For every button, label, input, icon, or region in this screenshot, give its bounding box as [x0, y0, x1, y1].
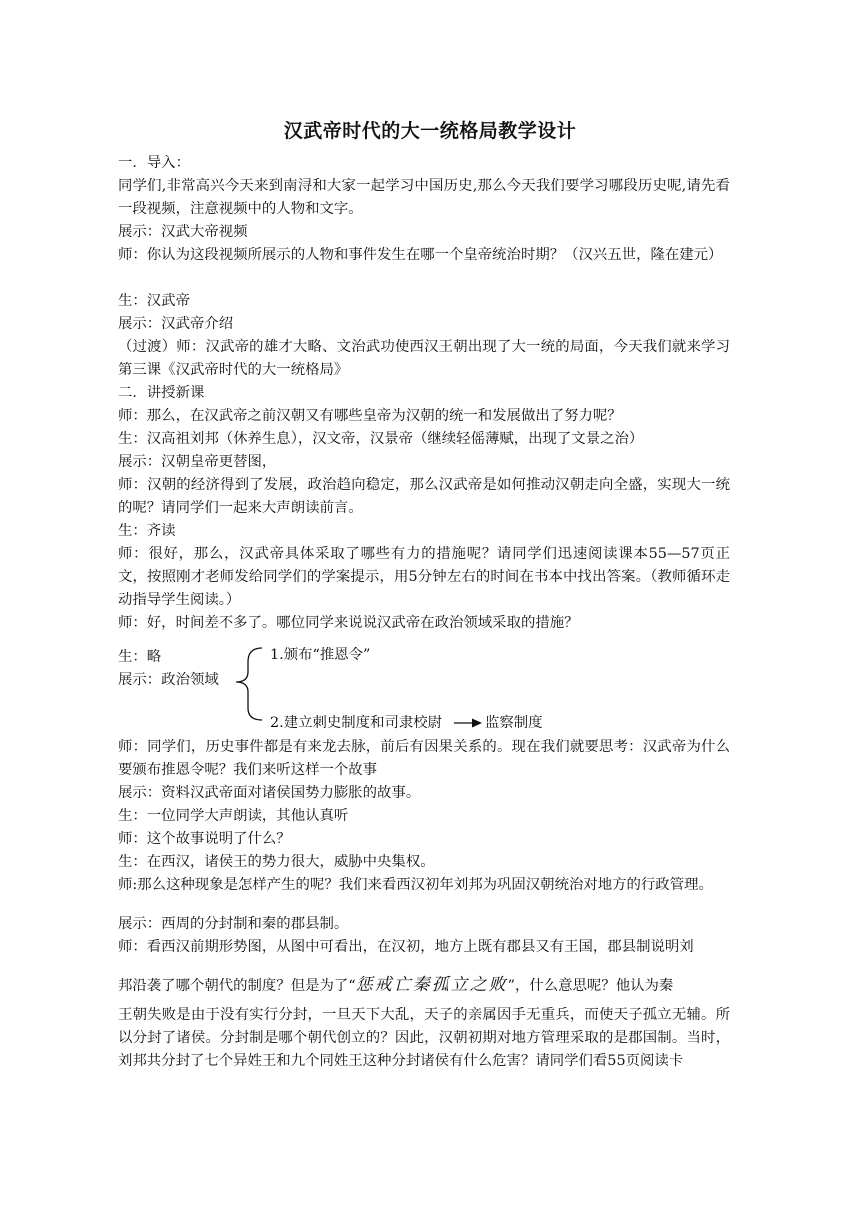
diagram-show-label: 展示：政治领域: [118, 672, 219, 688]
paragraph: 展示：汉朝皇帝更替图，: [118, 454, 277, 470]
paragraph: 展示：汉武大帝视频: [118, 224, 248, 240]
paragraph: 同学们,非常高兴今天来到南浔和大家一起学习中国历史,那么今天我们要学习哪段历史呢,请先看一段视频，注意视频中的人物和文字。: [118, 178, 730, 217]
quote-lead-text: 邦沿袭了哪个朝代的制度？但是为了“: [118, 978, 356, 994]
paragraph: 展示：西周的分封制和秦的郡县制。: [118, 916, 349, 932]
paragraph: 生：一位同学大声朗读，其他认真听: [118, 808, 349, 824]
diagram-arrow-target: 监察制度: [485, 715, 543, 731]
section-heading-new: 二．讲授新课: [118, 385, 205, 401]
diagram-item-1: 1.颁布“推恩令”: [270, 647, 371, 663]
paragraph: 展示：资料汉武帝面对诸侯国势力膨胀的故事。: [118, 785, 421, 801]
paragraph: 生：齐读: [118, 523, 176, 539]
paragraph: 王朝失败是由于没有实行分封，一旦天下大乱，天子的亲属因手无重兵，而使天子孤立无辅。所以分封了诸侯。分封制是哪个朝代创立的？因此，汉朝初期对地方管理采取的是郡国制。当时，刘邦共分封了七个异姓王和九个同姓王这种分封诸侯有什么危害？请同学们看55页阅读卡: [118, 1007, 730, 1069]
paragraph: 师：那么，在汉武帝之前汉朝又有哪些皇帝为汉朝的统一和发展做出了努力呢？: [118, 408, 622, 424]
paragraph: 展示：汉武帝介绍: [118, 316, 234, 332]
section-heading-intro: 一．导入：: [118, 155, 190, 171]
paragraph: 师：看西汉前期形势图，从图中可看出，在汉初，地方上既有郡县又有王国，郡县制说明刘: [118, 939, 694, 955]
quote-trail-text: ”，什么意思呢？他认为秦: [507, 978, 674, 994]
paragraph-with-quote: [118, 970, 730, 1001]
calligraphy-quote: 惩戒亡秦孤立之败: [355, 975, 508, 995]
diagram-item-2: 2.建立刺史制度和司隶校尉: [270, 715, 443, 731]
paragraph: 生：在西汉，诸侯王的势力很大，威胁中央集权。: [118, 854, 435, 870]
paragraph: 师:那么这种现象是怎样产生的呢？我们来看西汉初年刘邦为巩固汉朝统治对地方的行政管理。: [118, 877, 713, 893]
paragraph: 师：你认为这段视频所展示的人物和事件发生在哪一个皇帝统治时期？（汉兴五世，隆在建元）: [118, 247, 723, 263]
brace-shape: [236, 648, 262, 720]
paragraph: 师：同学们，历史事件都是有来龙去脉，前后有因果关系的。现在我们就要思考：汉武帝为什么要颁布推恩令呢？我们来听这样一个故事: [118, 739, 730, 778]
paragraph: 师：好，时间差不多了。哪位同学来说说汉武帝在政治领域采取的措施？: [118, 615, 579, 631]
paragraph: （过渡）师：汉武帝的雄才大略、文治武功使西汉王朝出现了大一统的局面，今天我们就来学习第三课《汉武帝时代的大一统格局》: [118, 339, 730, 378]
student-answer: 生：略: [118, 649, 162, 665]
arrow-head: [472, 719, 482, 728]
document-title: 汉武帝时代的大一统格局教学设计: [283, 120, 577, 142]
paragraph: 生：汉高祖刘邦（休养生息），汉文帝，汉景帝（继续轻傜薄赋，出现了文景之治）: [118, 431, 644, 447]
paragraph: 生：汉武帝: [118, 293, 190, 309]
paragraph: 师：汉朝的经济得到了发展，政治趋向稳定，那么汉武帝是如何推动汉朝走向全盛，实现大一统的呢？请同学们一起来大声朗读前言。: [118, 477, 730, 516]
paragraph: 师：这个故事说明了什么？: [118, 831, 291, 847]
paragraph: 师：很好，那么，汉武帝具体采取了哪些有力的措施呢？请同学们迅速阅读课本55—57页正文，按照刚才老师发给同学们的学案提示，用5分钟左右的时间在书本中找出答案。（教师循环走动指导学生阅读。）: [118, 546, 730, 608]
